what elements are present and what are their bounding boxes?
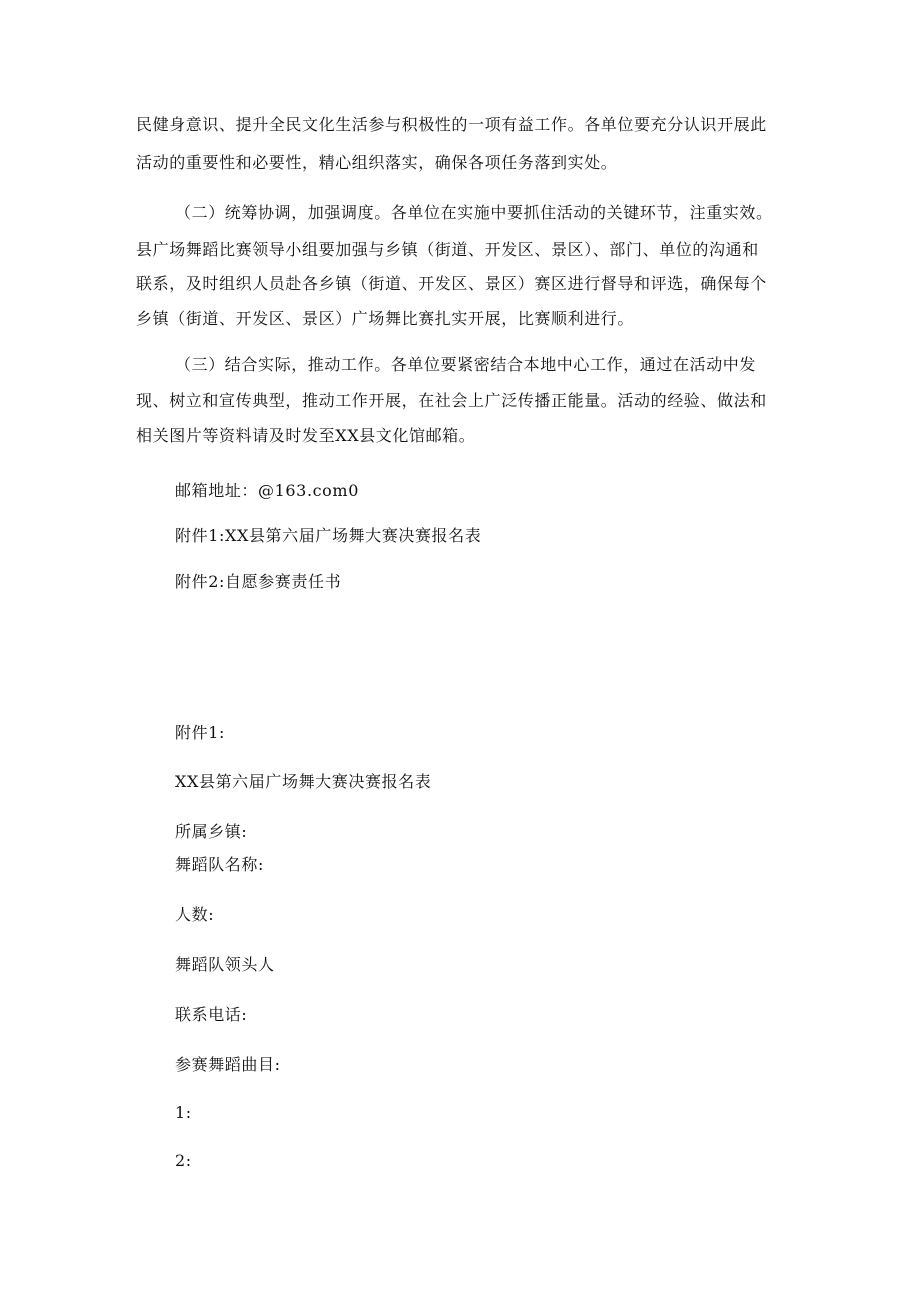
- paragraph-3-line-3: 相关图片等资料请及时发至XX县文化馆邮箱。: [136, 426, 476, 445]
- paragraph-1-line-2: 活动的重要性和必要性，精心组织落实，确保各项任务落到实处。: [136, 153, 618, 172]
- paragraph-2-line-3: 联系，及时组织人员赴各乡镇（街道、开发区、景区）赛区进行督导和评选，确保每个: [136, 274, 767, 293]
- attachment-2: 附件2:自愿参赛责任书: [175, 572, 342, 591]
- paragraph-3-line-2: 现、树立和宣传典型，推动工作开展，在社会上广泛传播正能量。活动的经验、做法和: [136, 391, 767, 410]
- field-people: 人数:: [175, 905, 215, 924]
- attachment-1: 附件1:XX县第六届广场舞大赛决赛报名表: [175, 526, 482, 545]
- paragraph-2-line-2: 县广场舞蹈比赛领导小组要加强与乡镇（街道、开发区、景区）、部门、单位的沟通和: [136, 240, 759, 259]
- paragraph-2-line-1: （二）统筹协调，加强调度。各单位在实施中要抓住活动的关键环节，注重实效。: [175, 203, 773, 222]
- field-team-name: 舞蹈队名称:: [175, 855, 264, 874]
- paragraph-1-line-1: 民健身意识、提升全民文化生活参与积极性的一项有益工作。各单位要充分认识开展此: [136, 115, 767, 134]
- form-title: XX县第六届广场舞大赛决赛报名表: [175, 772, 432, 791]
- song-item-2: 2:: [175, 1151, 192, 1170]
- paragraph-2-line-4: 乡镇（街道、开发区、景区）广场舞比赛扎实开展，比赛顺利进行。: [136, 309, 635, 328]
- field-phone: 联系电话:: [175, 1005, 248, 1024]
- paragraph-3-line-1: （三）结合实际，推动工作。各单位要紧密结合本地中心工作，通过在活动中发: [175, 355, 757, 374]
- field-songs: 参赛舞蹈曲目:: [175, 1055, 281, 1074]
- field-township: 所属乡镇:: [175, 822, 248, 841]
- field-leader: 舞蹈队领头人: [175, 955, 275, 974]
- email-address: 邮箱地址：@163.com0: [175, 481, 359, 500]
- form-heading: 附件1:: [175, 723, 225, 742]
- song-item-1: 1:: [175, 1103, 192, 1122]
